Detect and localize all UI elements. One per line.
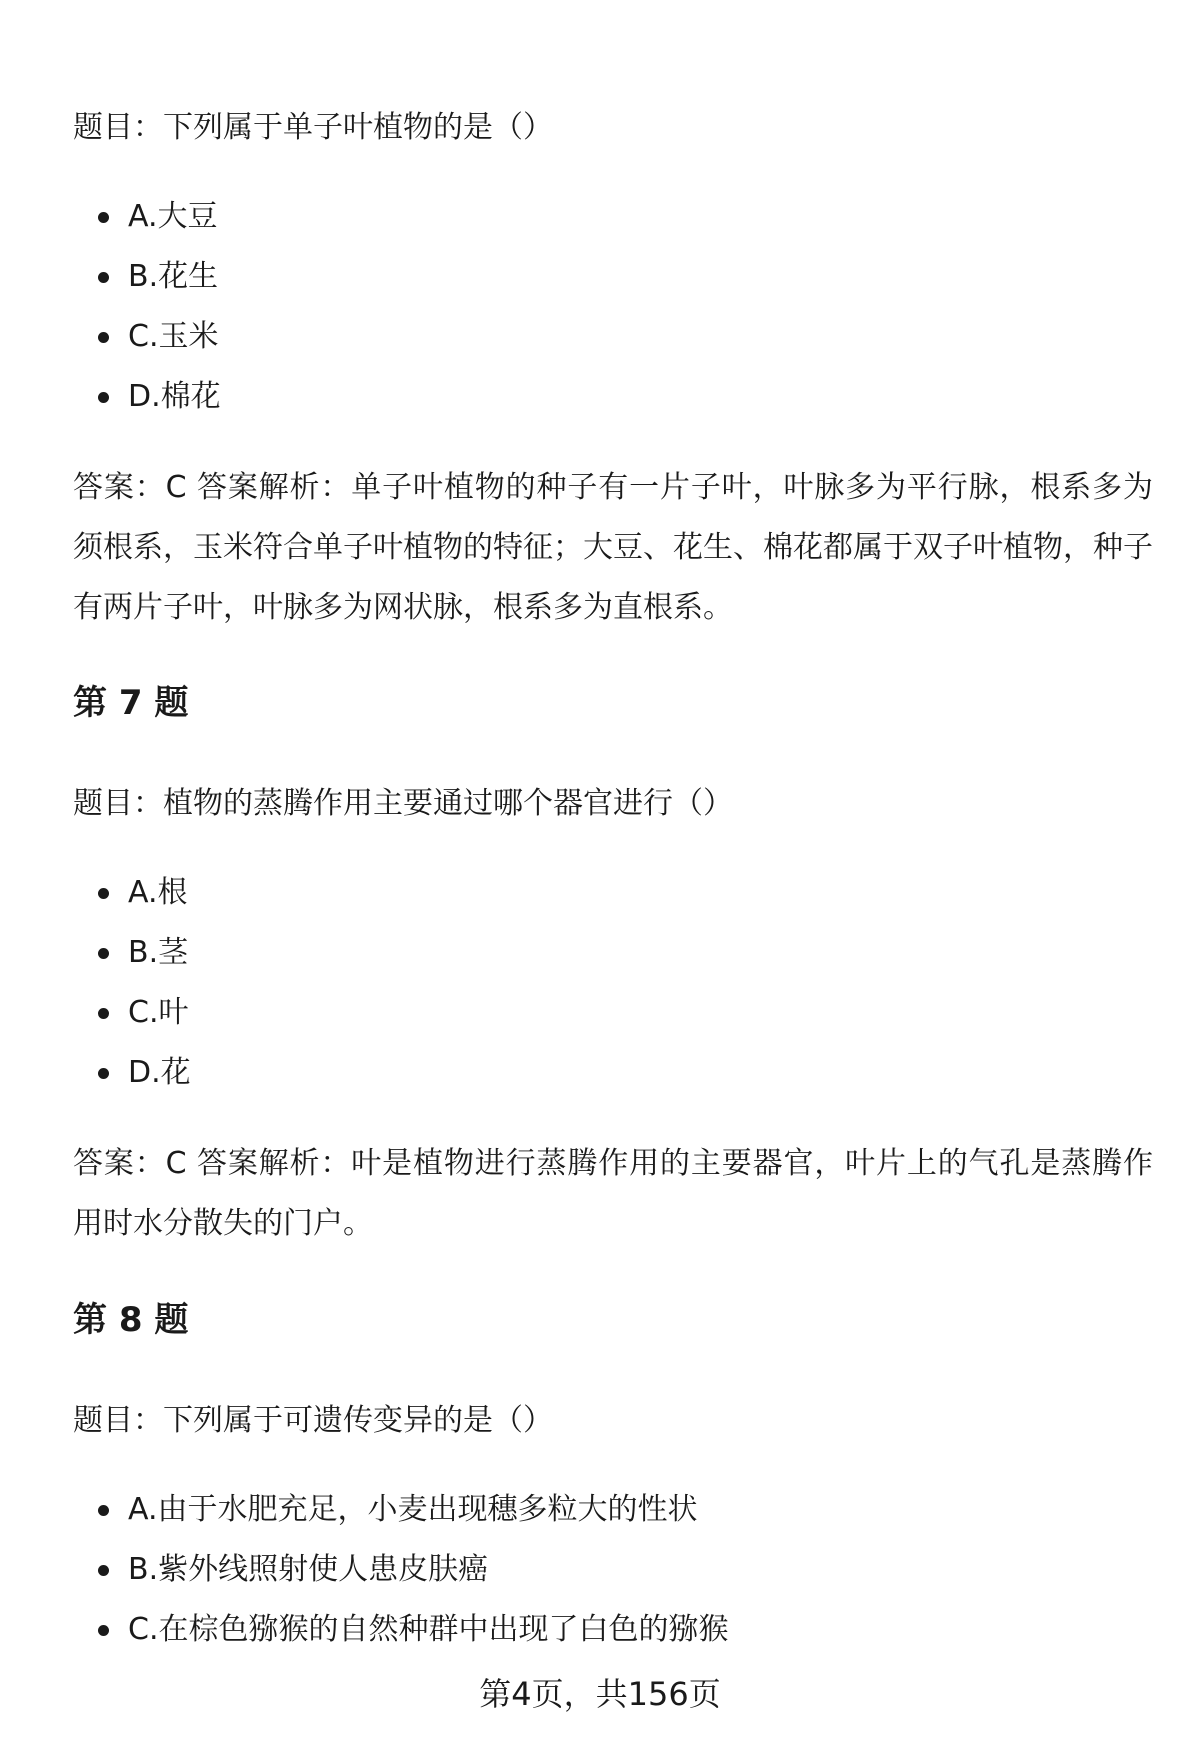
option-item <box>73 1540 728 1600</box>
option-item <box>73 923 191 983</box>
option-label: B.紫外线照射使人患皮肤癌 <box>128 1552 489 1587</box>
question-8-options <box>73 1480 728 1660</box>
option-item <box>73 187 221 247</box>
question-7-options <box>73 863 191 1103</box>
bullet-icon <box>98 1625 109 1636</box>
bullet-icon <box>98 1008 109 1019</box>
question-7-heading: 第 7 题 <box>73 683 189 723</box>
option-label: D.花 <box>128 1055 191 1090</box>
option-label: C.叶 <box>128 995 189 1030</box>
option-item <box>73 247 221 307</box>
question-7-answer: 答案：C 答案解析：叶是植物进行蒸腾作用的主要器官，叶片上的气孔是蒸腾作用时水分散失的门户。 <box>73 1146 1153 1241</box>
question-8-text: 题目：下列属于可遗传变异的是（） <box>73 1403 553 1438</box>
bullet-icon <box>98 948 109 959</box>
option-label: B.茎 <box>128 935 189 970</box>
bullet-icon <box>98 1068 109 1079</box>
option-item <box>73 307 221 367</box>
bullet-icon <box>98 1565 109 1576</box>
question-6-answer: 答案：C 答案解析：单子叶植物的种子有一片子叶，叶脉多为平行脉，根系多为须根系，玉米符合单子叶植物的特征；大豆、花生、棉花都属于双子叶植物，种子有两片子叶，叶脉多为网状脉，根系多为直根系。 <box>73 470 1153 625</box>
option-item <box>73 1043 191 1103</box>
option-item <box>73 367 221 427</box>
bullet-icon <box>98 212 109 223</box>
question-6-text: 题目：下列属于单子叶植物的是（） <box>73 110 553 145</box>
bullet-icon <box>98 332 109 343</box>
bullet-icon <box>98 392 109 403</box>
option-item <box>73 1480 728 1540</box>
page-number-footer: 第4页，共156页 <box>479 1675 721 1713</box>
option-label: C.玉米 <box>128 319 219 354</box>
option-item <box>73 983 191 1043</box>
option-item <box>73 863 191 923</box>
option-label: D.棉花 <box>128 379 221 414</box>
option-label: A.根 <box>128 875 188 910</box>
question-6-options <box>73 187 221 427</box>
option-label: C.在棕色猕猴的自然种群中出现了白色的猕猴 <box>128 1612 729 1647</box>
option-label: A.由于水肥充足，小麦出现穗多粒大的性状 <box>128 1492 698 1527</box>
bullet-icon <box>98 888 109 899</box>
option-label: B.花生 <box>128 259 219 294</box>
option-label: A.大豆 <box>128 199 218 234</box>
bullet-icon <box>98 1505 109 1516</box>
question-7-text: 题目：植物的蒸腾作用主要通过哪个器官进行（） <box>73 786 733 821</box>
question-8-heading: 第 8 题 <box>73 1300 189 1340</box>
bullet-icon <box>98 272 109 283</box>
option-item <box>73 1600 728 1660</box>
